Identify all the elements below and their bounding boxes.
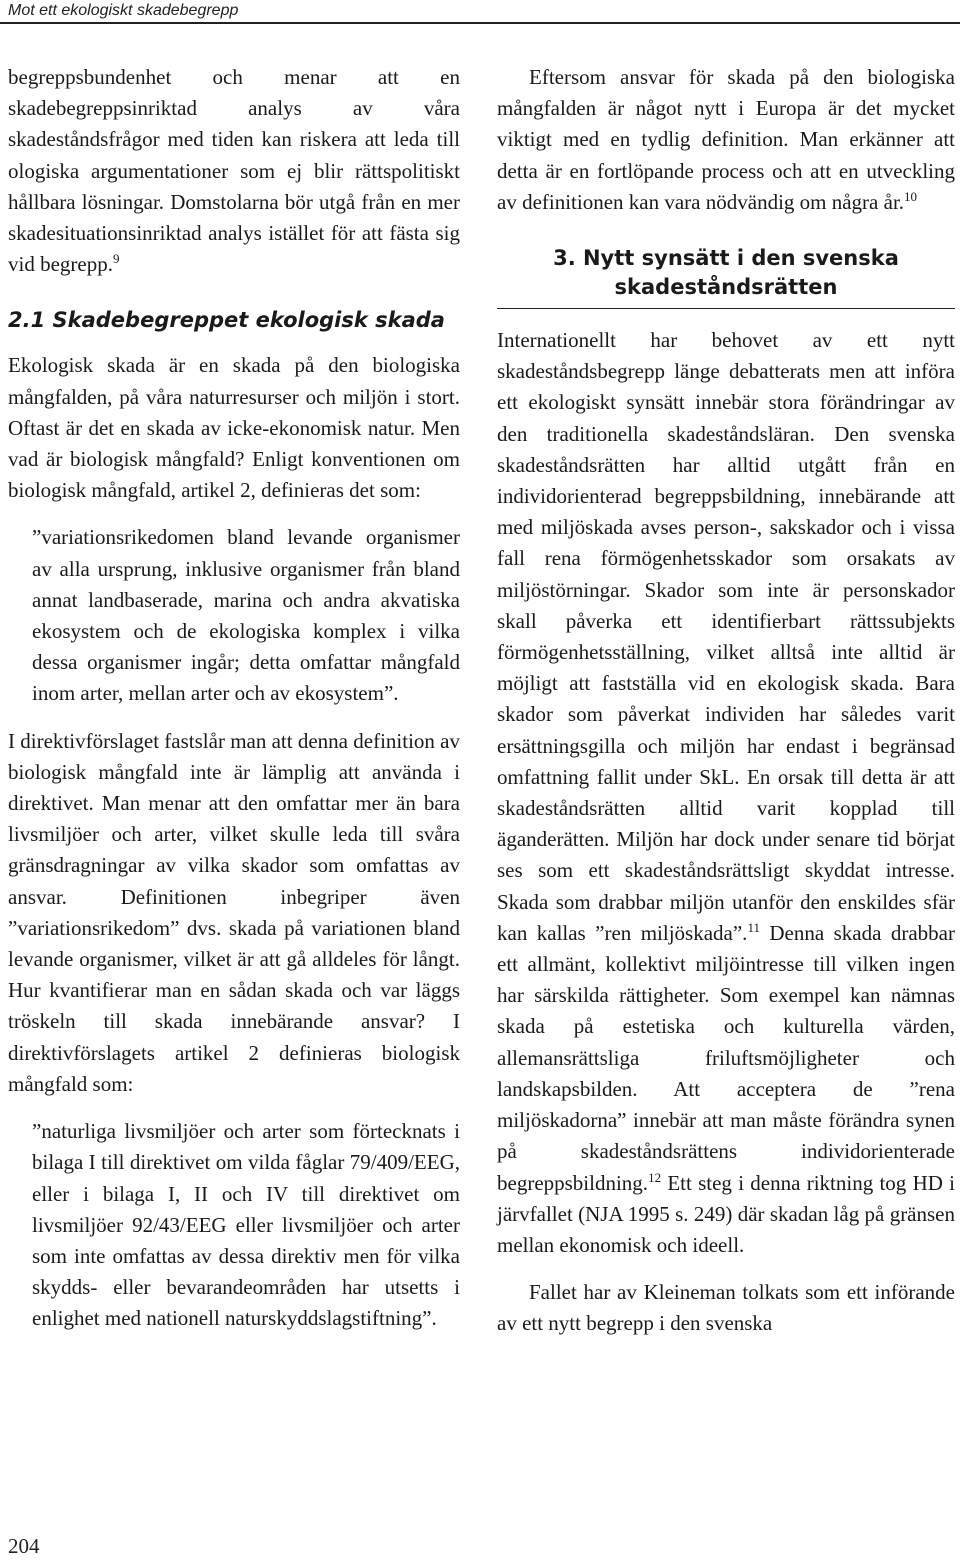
paragraph-definition: Ekologisk skada är en skada på den biologiska mångfalden, på våra naturresurser och miljön i stort. Oftast är det en skada av icke-ekonomisk natur. Men vad är biologisk mångfald? Enligt konventionen om biologisk mångfald, artikel 2, definieras det som: <box>8 353 460 503</box>
right-column <box>497 62 955 1340</box>
section-heading-3-line2: skadeståndsrätten <box>614 275 838 300</box>
section-heading-2-1: 2.1 Skadebegreppet ekologisk skada <box>8 308 445 333</box>
page-number: 204 <box>8 1534 40 1558</box>
running-head: Mot ett ekologiskt skadebegrepp <box>8 2 239 19</box>
footnote-ref-9: 9 <box>112 251 120 267</box>
paragraph-intro: begreppsbundenhet och menar att en skadebegreppsinriktad analys av våra skadeståndsfrågor med tiden kan riskera att leda till ologiska argumentationer som ej blir rättspolitiskt hållbara lösningar. Domstolarna bör utgå från en mer skadesituationsinriktad analys istället för att fästa sig vid begrepp.$^9$ <box>8 65 460 277</box>
footnote-ref-11: 11 <box>747 919 760 935</box>
paragraph-definition-process: Eftersom ansvar för skada på den biologiska mångfalden är något nytt i Europa är det mycket viktigt med en tydlig definition. Man erkänner att detta är en fortlöpande process och att en utveckling av definitionen kan vara nödvändig om några år.$^{10}$ <box>497 65 955 214</box>
heading-rule <box>497 308 955 309</box>
quote-convention: ”variationsrikedomen bland levande organismer av alla ursprung, inklusive organismer från bland annat landbaserade, marina och andra akvatiska ekosystem och de ekologiska komplex i vilka dessa organismer ingår; detta omfattar mångfald inom arter, mellan arter och av ekosystem”. <box>32 525 460 706</box>
paragraph-directive: I direktivförslaget fastslår man att denna definition av biologisk mångfald inte är lämplig att använda i direktivet. Man menar att den omfattar mer än bara livsmiljöer och arter, vilket skulle leda till svåra gränsdragningar av vilka skador som omfattas av ansvar. Definitionen inbegriper även ”variationsrikedom” dvs. skada på variationen bland levande organismer, vilket är att gå alldeles för långt. Hur kvantifierar man en sådan skada och var läggs tröskeln till skada innebärande ansvar? I direktivförslagets artikel 2 definieras biologisk mångfald som: <box>8 728 460 1096</box>
paragraph-kleineman: Fallet har av Kleineman tolkats som ett införande av ett nytt begrepp i den svenska <box>497 1280 955 1336</box>
footnote-ref-12: 12 <box>648 1169 662 1185</box>
left-column <box>8 62 460 1335</box>
header-rule <box>0 22 960 24</box>
quote-directive: ”naturliga livsmiljöer och arter som förtecknats i bilaga I till direktivet om vilda fåglar 79/409/EEG, eller i bilaga I, II och IV till direktivet om livsmiljöer 92/43/EEG eller livsmiljöer och arter som inte omfattas av dessa direktiv men för vilka skydds- eller bevarandeområden har utsetts i enlighet med nationell naturskyddslagstiftning”. <box>32 1119 460 1331</box>
paragraph-main: Internationellt har behovet av ett nytt skadeståndsbegrepp länge debatterats men att införa ett ekologiskt synsätt innebär stora förändringar av den traditionella skadeståndsläran. Den svenska skadeståndsrätten har alltid utgått från en individorienterad begreppsbildning, innebärande att med miljöskada avses person-, sakskador och i vissa fall rena förmögenhetsskador som orsakats av miljöstörningar. Skador som inte är personskador skall påverka ett identifierbart rättssubjekts förmögenhetsställning, vilket alltså inte alltid är möjligt att fastställa vid en ekologisk skada. Bara skador som påverkat individen har således varit ersättningsgilla och miljön har endast i begränsad omfattning fallit under SkL. En orsak till detta är att skadeståndsrätten alltid varit kopplad till äganderätten. Miljön har dock under senare tid börjat ses som ett skadeståndsrättsligt skyddat intresse. Skada som drabbar miljön utanför den enskildes sfär kan kallas ”ren miljöskada”.$^{11}$ Denna skada drabbar ett allmänt, kollektivt miljöintresse till vilken ingen har särskilda rättigheter. Som exempel kan nämnas skada på estetiska och kulturella värden, allemansrättsliga friluftsmöjligheter och landskapsbilden. Att acceptera de ”rena miljöskadorna” innebär att man måste förändra synen på skadeståndsrättens individorienterade begreppsbildning.$^{12}$ Ett steg i denna riktning tog HD i järvfallet (NJA 1995 s. 249) där skadan låg på gränsen mellan ekonomisk och ideell. <box>497 328 955 1257</box>
section-heading-3-line1: 3. Nytt synsätt i den svenska <box>553 246 899 271</box>
footnote-ref-10: 10 <box>904 188 918 204</box>
